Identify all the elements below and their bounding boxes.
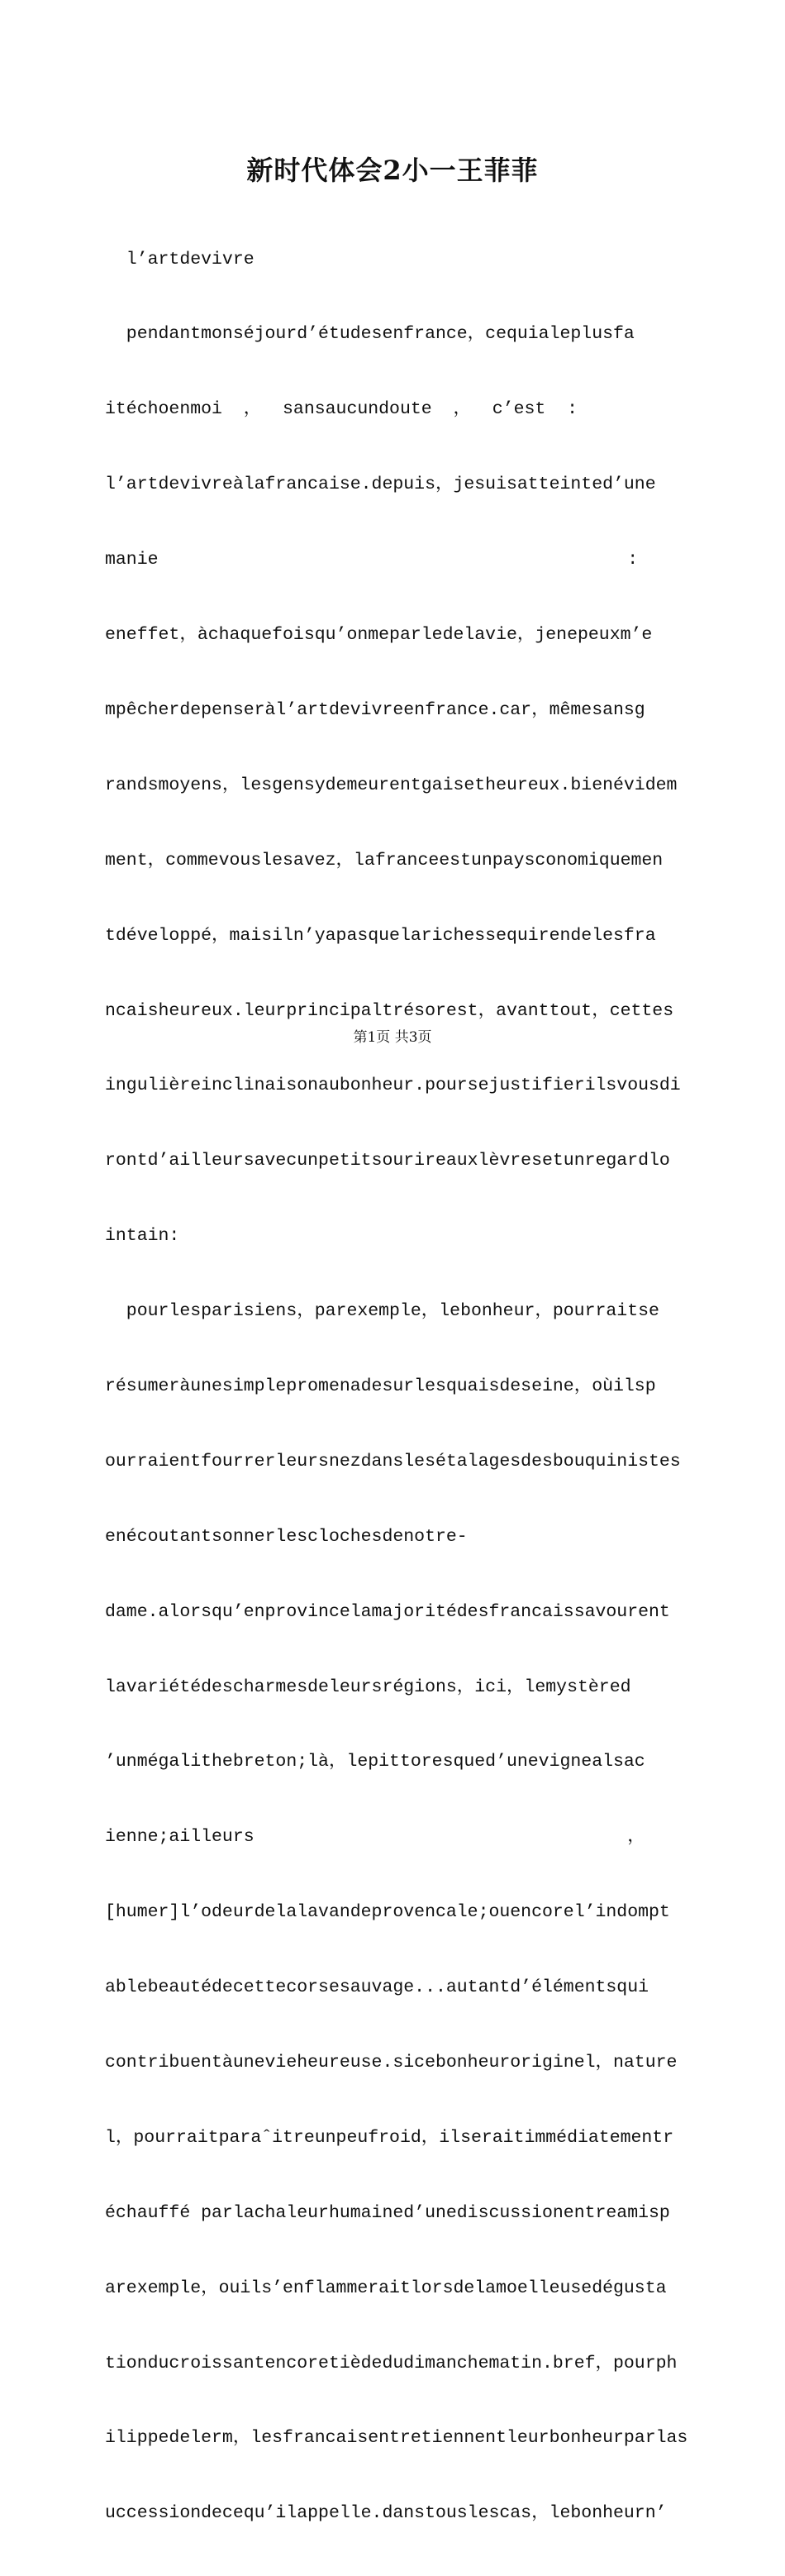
body-line: ingulièreinclinaisonaubonheur.poursejustifierilsvousdi xyxy=(105,1076,681,1096)
body-line: échauffé parlachaleurhumained’unediscussionentreamisp xyxy=(105,2202,670,2223)
body-line: ilippedelerm，lesfrancaisentretiennentleurbonheurparlas xyxy=(105,2428,688,2449)
body-line: intain: xyxy=(105,1226,180,1247)
body-line: uccessiondecequ’ilappelle.danstouslescas，lebonheurn’ xyxy=(105,2503,667,2524)
body-line: mpêcherdepenseràl’artdevivreenfrance.car，mêmesansg xyxy=(105,699,645,720)
body-line: contribuentàunevieheureuse.sicebonheuroriginel，nature xyxy=(105,2052,678,2073)
body-line: arexemple，ouils’enflammeraitlorsdelamoelleusedégusta xyxy=(105,2278,667,2298)
body-line: pendantmonséjourd’étudesenfrance，cequialeplusfa xyxy=(105,324,635,345)
body-line: ment，commevouslesavez，lafranceestunpaysconomiquemen xyxy=(105,850,664,871)
page-footer: 第1页 共3页 xyxy=(353,1029,432,1046)
body-line: ’unmégalithebreton;là，lepittoresqued’unevignealsac xyxy=(105,1752,645,1772)
body-line: [humer]l’odeurdelalavandeprovencale;ouencorel’indompt xyxy=(105,1902,670,1923)
body-line: ienne;ailleurs ， xyxy=(105,1827,645,1848)
body-line: tionducroissantencoretièdedudimanchematin.bref，pourph xyxy=(105,2353,678,2373)
body-line: dame.alorsqu’enprovincelamajoritédesfrancaissavourent xyxy=(105,1601,670,1622)
body-line: l’artdevivreàlafrancaise.depuis，jesuisatteinted’une xyxy=(105,475,656,495)
body-line: l’artdevivre xyxy=(105,249,255,270)
body-line: enécoutantsonnerlesclochesdenotre- xyxy=(105,1526,468,1547)
body-line: randsmoyens，lesgensydemeurentgaisetheureux.bienévidem xyxy=(105,775,678,795)
body-line: l，pourraitparaˆitreunpeufroid，ilseraitimmédiatementr xyxy=(105,2127,674,2148)
body-line: eneffet，àchaquefoisqu’onmeparledelavie，jenepeuxm’e xyxy=(105,625,653,646)
document-body xyxy=(105,197,688,2576)
body-line: ncaisheureux.leurprincipaltrésorest，avanttout，cettes xyxy=(105,1000,674,1021)
body-line: tdéveloppé，maisiln’yapasquelarichessequirendelesfra xyxy=(105,925,656,946)
body-line: ablebeautédecettecorsesauvage...autantd’élémentsqui xyxy=(105,1977,649,1998)
body-line: lavariétédescharmesdeleursrégions，ici，lemystèred xyxy=(105,1677,631,1697)
body-line: pourlesparisiens，parexemple，lebonheur，pourraitse xyxy=(105,1301,659,1322)
body-line: manie : xyxy=(105,550,639,570)
body-line: itéchoenmoi ， sansaucundoute ， c’est : xyxy=(105,399,578,420)
body-line: résumeràunesimplepromenadesurlesquaisdeseine，oùilsp xyxy=(105,1376,656,1396)
body-line: ourraientfourrerleursnezdanslesétalagesdesbouquinistes xyxy=(105,1451,681,1472)
document-title: 新时代体会2小一王菲菲 xyxy=(246,155,539,186)
body-line: rontd’ailleursavecunpetitsourireauxlèvresetunregardlo xyxy=(105,1151,670,1171)
